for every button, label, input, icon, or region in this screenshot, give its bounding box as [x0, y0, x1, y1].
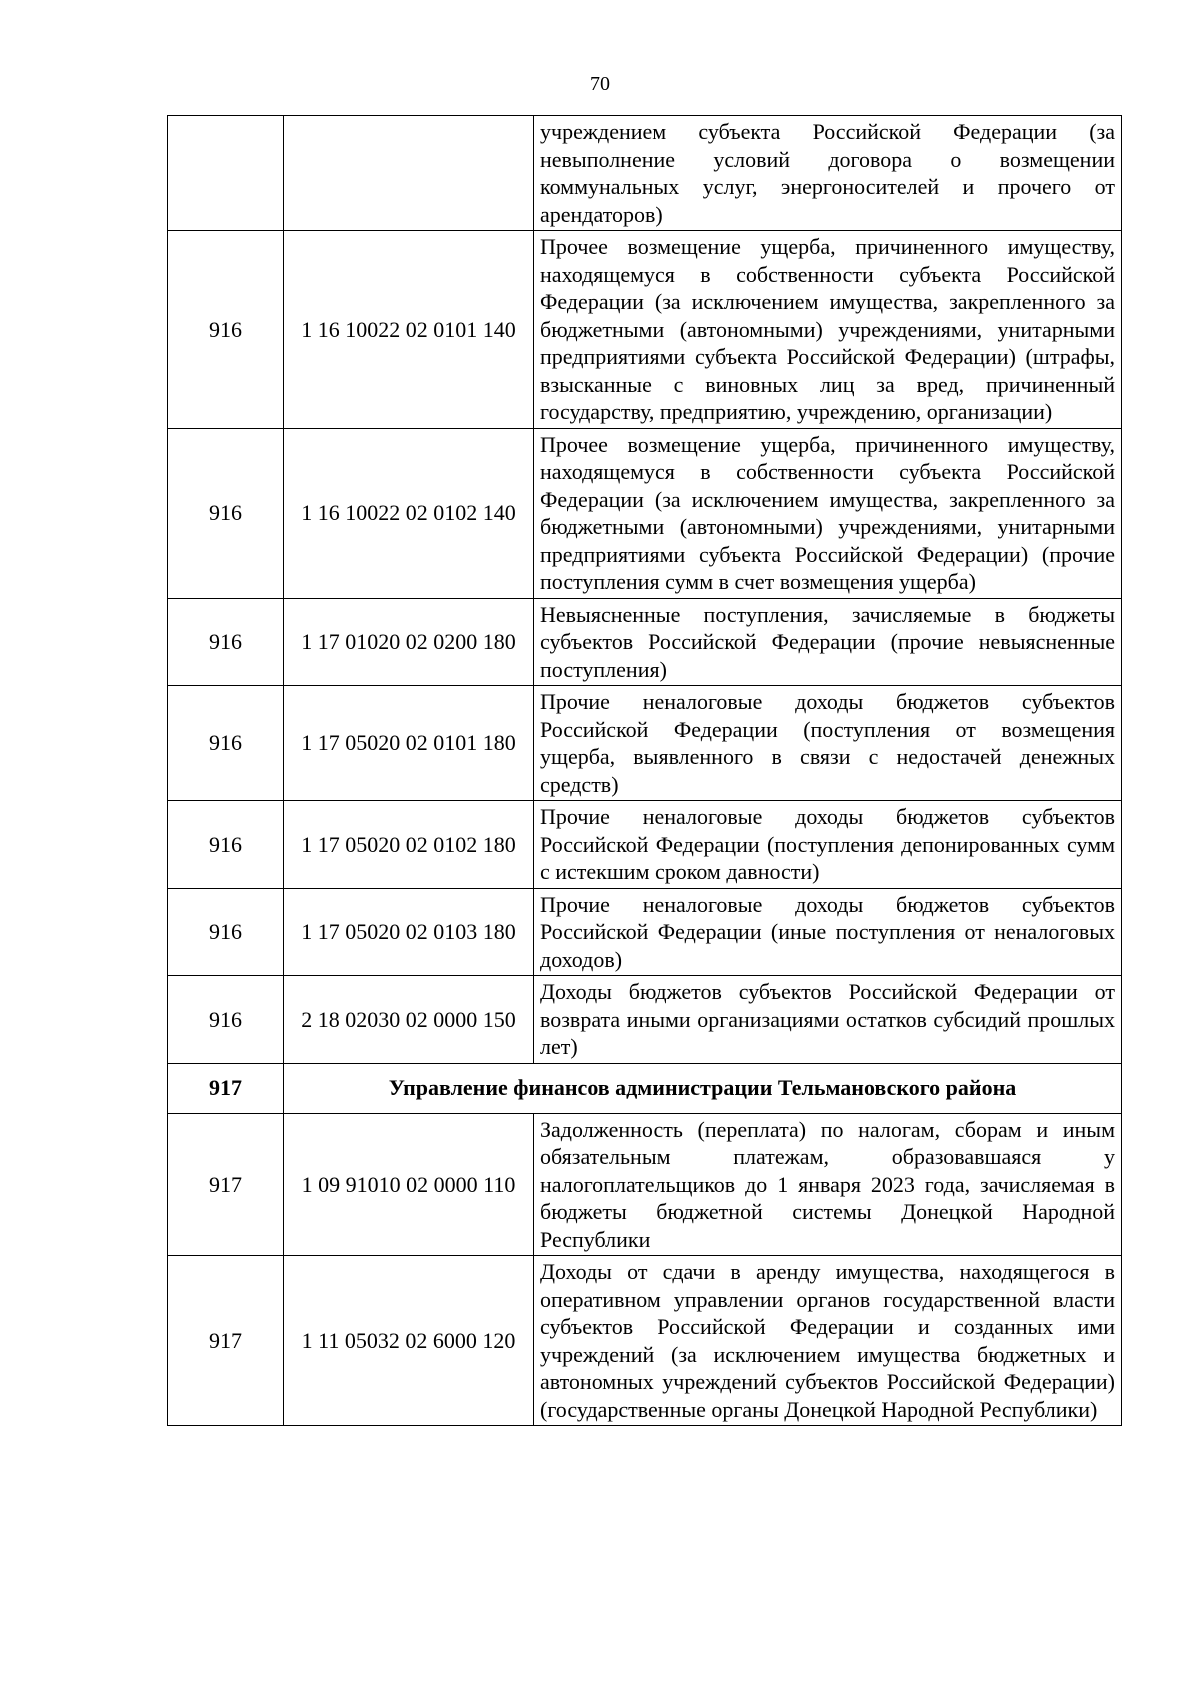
kbk-code-cell: 1 17 01020 02 0200 180 — [284, 598, 534, 686]
description-cell: учреждением субъекта Российской Федерации (за невыполнение условий договора о возмещении коммунальных услуг, энергоносителей и прочего от арендаторов) — [534, 116, 1122, 231]
table-row — [168, 686, 1122, 801]
kbk-code-cell: 1 09 91010 02 0000 110 — [284, 1113, 534, 1256]
table-row — [168, 1113, 1122, 1256]
admin-code-cell: 916 — [168, 976, 284, 1064]
table-row — [168, 888, 1122, 976]
table-row — [168, 976, 1122, 1064]
admin-code-cell: 917 — [168, 1113, 284, 1256]
admin-code-cell: 916 — [168, 428, 284, 598]
description-cell: Доходы от сдачи в аренду имущества, находящегося в оперативном управлении органов государственной власти субъектов Российской Федерации и созданных ими учреждений (за исключением имущества бюджетных и автономных учреждений субъектов Российской Федерации) (государственные органы Донецкой Народной Республики) — [534, 1256, 1122, 1426]
description-cell: Доходы бюджетов субъектов Российской Федерации от возврата иными организациями остатков субсидий прошлых лет) — [534, 976, 1122, 1064]
admin-code-cell: 916 — [168, 801, 284, 889]
admin-code-cell: 916 — [168, 888, 284, 976]
description-cell: Задолженность (переплата) по налогам, сборам и иным обязательным платежам, образовавшаяся у налогоплательщиков до 1 января 2023 года, зачисляемая в бюджеты бюджетной системы Донецкой Народной Республики — [534, 1113, 1122, 1256]
admin-code-cell: 917 — [168, 1256, 284, 1426]
section-admin-code: 917 — [168, 1063, 284, 1113]
kbk-code-cell: 1 17 05020 02 0102 180 — [284, 801, 534, 889]
description-cell: Прочие неналоговые доходы бюджетов субъектов Российской Федерации (поступления от возмещения ущерба, выявленного в связи с недостачей денежных средств) — [534, 686, 1122, 801]
admin-code-cell: 916 — [168, 231, 284, 429]
kbk-code-cell: 1 17 05020 02 0101 180 — [284, 686, 534, 801]
table-row — [168, 428, 1122, 598]
description-cell: Прочие неналоговые доходы бюджетов субъектов Российской Федерации (поступления депонированных сумм с истекшим сроком давности) — [534, 801, 1122, 889]
table-row — [168, 231, 1122, 429]
description-cell: Прочие неналоговые доходы бюджетов субъектов Российской Федерации (иные поступления от неналоговых доходов) — [534, 888, 1122, 976]
kbk-code-cell: 1 16 10022 02 0101 140 — [284, 231, 534, 429]
kbk-code-cell: 1 17 05020 02 0103 180 — [284, 888, 534, 976]
description-cell: Невыясненные поступления, зачисляемые в бюджеты субъектов Российской Федерации (прочие невыясненные поступления) — [534, 598, 1122, 686]
kbk-code-cell: 1 16 10022 02 0102 140 — [284, 428, 534, 598]
kbk-code-cell — [284, 116, 534, 231]
kbk-code-cell: 1 11 05032 02 6000 120 — [284, 1256, 534, 1426]
description-cell: Прочее возмещение ущерба, причиненного имуществу, находящемуся в собственности субъекта Российской Федерации (за исключением имущества, закрепленного за бюджетными (автономными) учреждениями, унитарными предприятиями субъекта Российской Федерации) (прочие поступления сумм в счет возмещения ущерба) — [534, 428, 1122, 598]
table-row — [168, 801, 1122, 889]
page-number: 70 — [590, 73, 610, 95]
table-row — [168, 1256, 1122, 1426]
section-header-row — [168, 1063, 1122, 1113]
admin-code-cell: 916 — [168, 598, 284, 686]
admin-code-cell: 916 — [168, 686, 284, 801]
table-row — [168, 116, 1122, 231]
admin-code-cell — [168, 116, 284, 231]
table-row — [168, 598, 1122, 686]
kbk-code-cell: 2 18 02030 02 0000 150 — [284, 976, 534, 1064]
section-title: Управление финансов администрации Тельмановского района — [284, 1063, 1122, 1113]
revenue-codes-table — [167, 115, 1122, 1426]
description-cell: Прочее возмещение ущерба, причиненного имуществу, находящемуся в собственности субъекта Российской Федерации (за исключением имущества, закрепленного за бюджетными (автономными) учреждениями, унитарными предприятиями субъекта Российской Федерации) (штрафы, взысканные с виновных лиц за вред, причиненный государству, предприятию, учреждению, организации) — [534, 231, 1122, 429]
